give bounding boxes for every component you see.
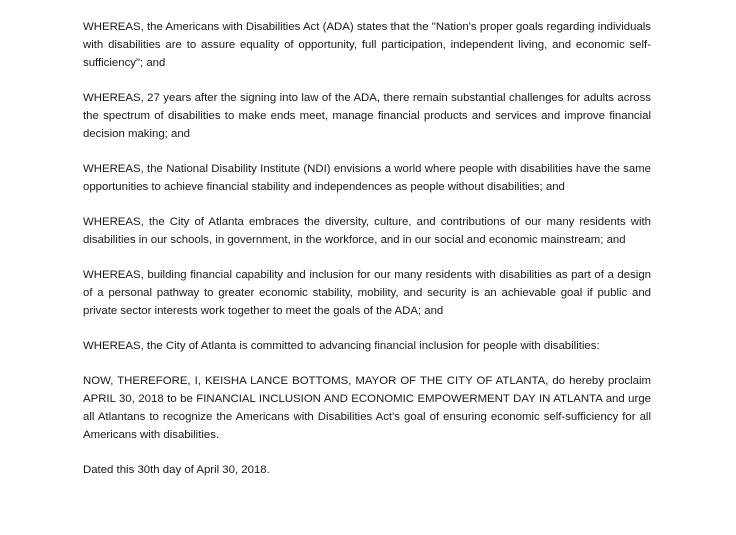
proclamation-document <box>83 18 651 479</box>
whereas-atlanta-diversity-paragraph: WHEREAS, the City of Atlanta embraces the diversity, culture, and contributions of our many residents with disabilities in our schools, in government, in the workforce, and in our social and economic mainstream; and <box>83 216 651 246</box>
whereas-financial-capability-paragraph: WHEREAS, building financial capability and inclusion for our many residents with disabilities as part of a design of a personal pathway to greater economic stability, mobility, and security is an achievable goal if public and private sector interests work together to meet the goals of the ADA; and <box>83 269 651 317</box>
whereas-ada-goals-paragraph: WHEREAS, the Americans with Disabilities Act (ADA) states that the "Nation's proper goals regarding individuals with disabilities are to assure equality of opportunity, full participation, independent living, and economic self-sufficiency"; and <box>83 21 651 69</box>
whereas-challenges-paragraph: WHEREAS, 27 years after the signing into law of the ADA, there remain substantial challenges for adults across the spectrum of disabilities to make ends meet, manage financial products and services and improve financial decision making; and <box>83 92 651 140</box>
proclamation-paragraph: NOW, THEREFORE, I, KEISHA LANCE BOTTOMS, MAYOR OF THE CITY OF ATLANTA, do hereby proclaim APRIL 30, 2018 to be FINANCIAL INCLUSION AND ECONOMIC EMPOWERMENT DAY IN ATLANTA and urge all Atlantans to recognize the Americans with Disabilities Act's goal of ensuring economic self-sufficiency for all Americans with disabilities. <box>83 375 651 441</box>
whereas-committed-paragraph: WHEREAS, the City of Atlanta is committed to advancing financial inclusion for people with disabilities: <box>83 340 600 352</box>
dated-line: Dated this 30th day of April 30, 2018. <box>83 464 270 476</box>
whereas-ndi-paragraph: WHEREAS, the National Disability Institute (NDI) envisions a world where people with disabilities have the same opportunities to achieve financial stability and independences as people without disabilities; and <box>83 163 651 193</box>
